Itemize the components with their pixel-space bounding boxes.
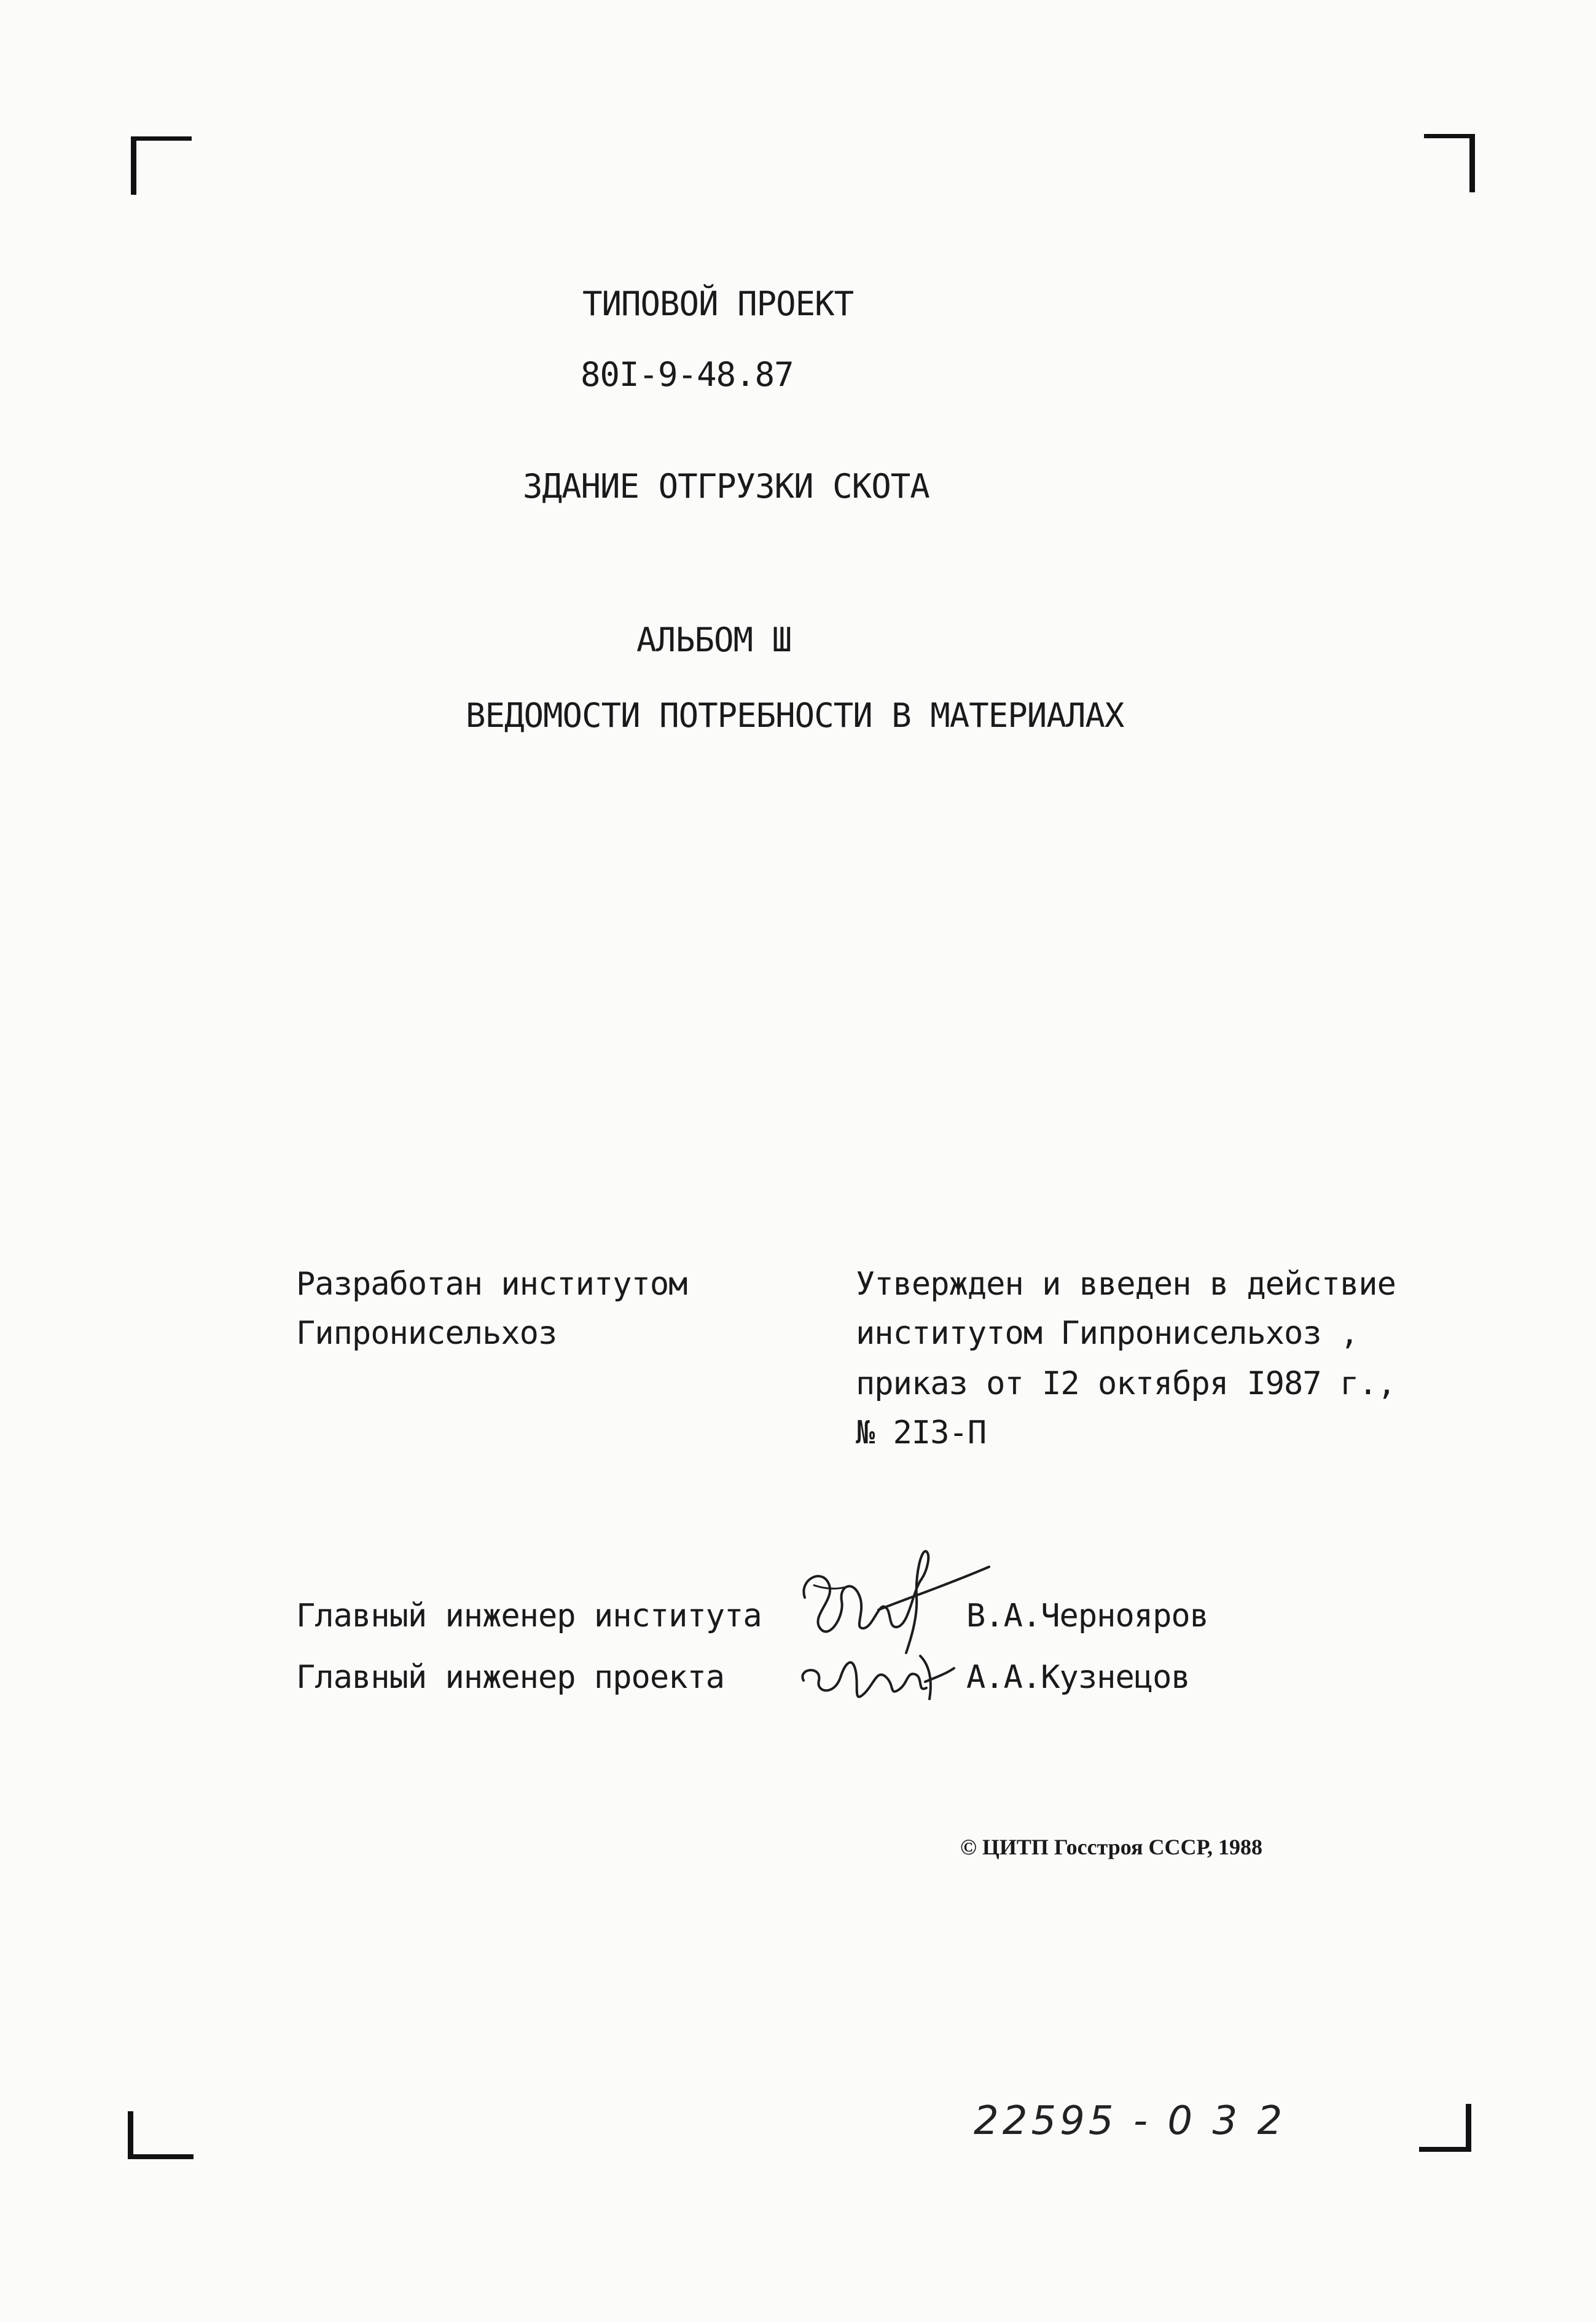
signatory-name-1: В.А.Чернояров [966, 1598, 1208, 1634]
signature-2-image [797, 1644, 957, 1711]
approval-line-3: приказ от I2 октября I987 г., [856, 1365, 1396, 1402]
corner-mark-bottom-right [1419, 2104, 1471, 2152]
signatory-role-1: Главный инженер института [296, 1598, 762, 1634]
approval-line-4: № 2I3-П [856, 1414, 987, 1451]
signatory-name-2: А.А.Кузнецов [966, 1659, 1190, 1696]
developer-line-2: Гипронисельхоз [296, 1315, 557, 1352]
inventory-number: 22595 - 0 3 2 [974, 2098, 1286, 2144]
album-title: ВЕДОМОСТИ ПОТРЕБНОСТИ В МАТЕРИАЛАХ [466, 696, 1124, 735]
approval-line-1: Утвержден и введен в действие [856, 1266, 1396, 1303]
corner-mark-bottom-left [128, 2111, 194, 2159]
building-title: ЗДАНИЕ ОТГРУЗКИ СКОТА [523, 467, 929, 506]
corner-mark-top-right [1424, 134, 1475, 192]
doc-number: 80I-9-48.87 [581, 355, 794, 394]
copyright-notice: © ЦИТП Госстроя СССР, 1988 [960, 1835, 1263, 1859]
signature-1-image [786, 1542, 995, 1659]
approval-line-2: институтом Гипронисельхоз , [856, 1315, 1359, 1352]
album-number: АЛЬБОМ Ш [636, 621, 792, 659]
developer-line-1: Разработан институтом [296, 1266, 687, 1303]
doc-type: ТИПОВОЙ ПРОЕКТ [582, 284, 854, 323]
signatory-role-2: Главный инженер проекта [296, 1659, 725, 1696]
corner-mark-top-left [131, 136, 192, 195]
